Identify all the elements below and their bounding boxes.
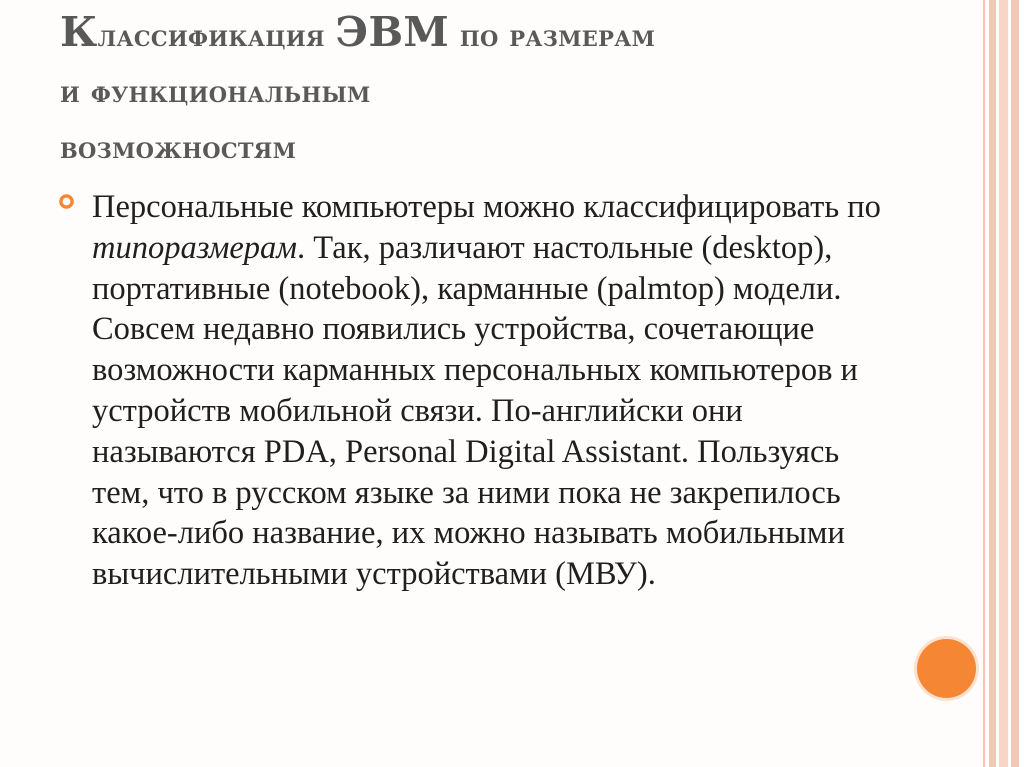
title-acronym: ЭВМ bbox=[335, 8, 450, 56]
body-paragraph bbox=[92, 187, 892, 595]
title-word-2: по размерам bbox=[449, 19, 656, 54]
title-initial: К bbox=[60, 8, 98, 56]
title-word-1: лассификация bbox=[97, 19, 336, 54]
title-line-2: и функциональным bbox=[60, 75, 371, 110]
right-decorative-band bbox=[986, 0, 1024, 767]
body-text-part-2: . Так, различают настольные (desktop), портативные (notebook), карманные (palmtop) модели. Совсем недавно появились устройства, сочетающие возможности карманных персональных компьютеров и устройств мобильной связи. По-английски они называются PDA, Personal Digital Assistant. Пользуясь тем, что в русском языке за ними пока не закрепилось какое-либо название, их можно называть мобильными вычислительными устройствами (МВУ). bbox=[92, 229, 858, 593]
body-text-part-1: Персональные компьютеры можно классифицировать по bbox=[92, 189, 881, 225]
orange-circle-decoration bbox=[917, 639, 976, 698]
title-line-1 bbox=[60, 4, 920, 65]
title-line-3: возможностям bbox=[60, 131, 297, 166]
body-italic-term: типоразмерам bbox=[92, 229, 297, 266]
right-divider-line bbox=[983, 0, 985, 767]
ring-bullet-icon bbox=[58, 193, 75, 210]
slide-title bbox=[60, 4, 920, 177]
